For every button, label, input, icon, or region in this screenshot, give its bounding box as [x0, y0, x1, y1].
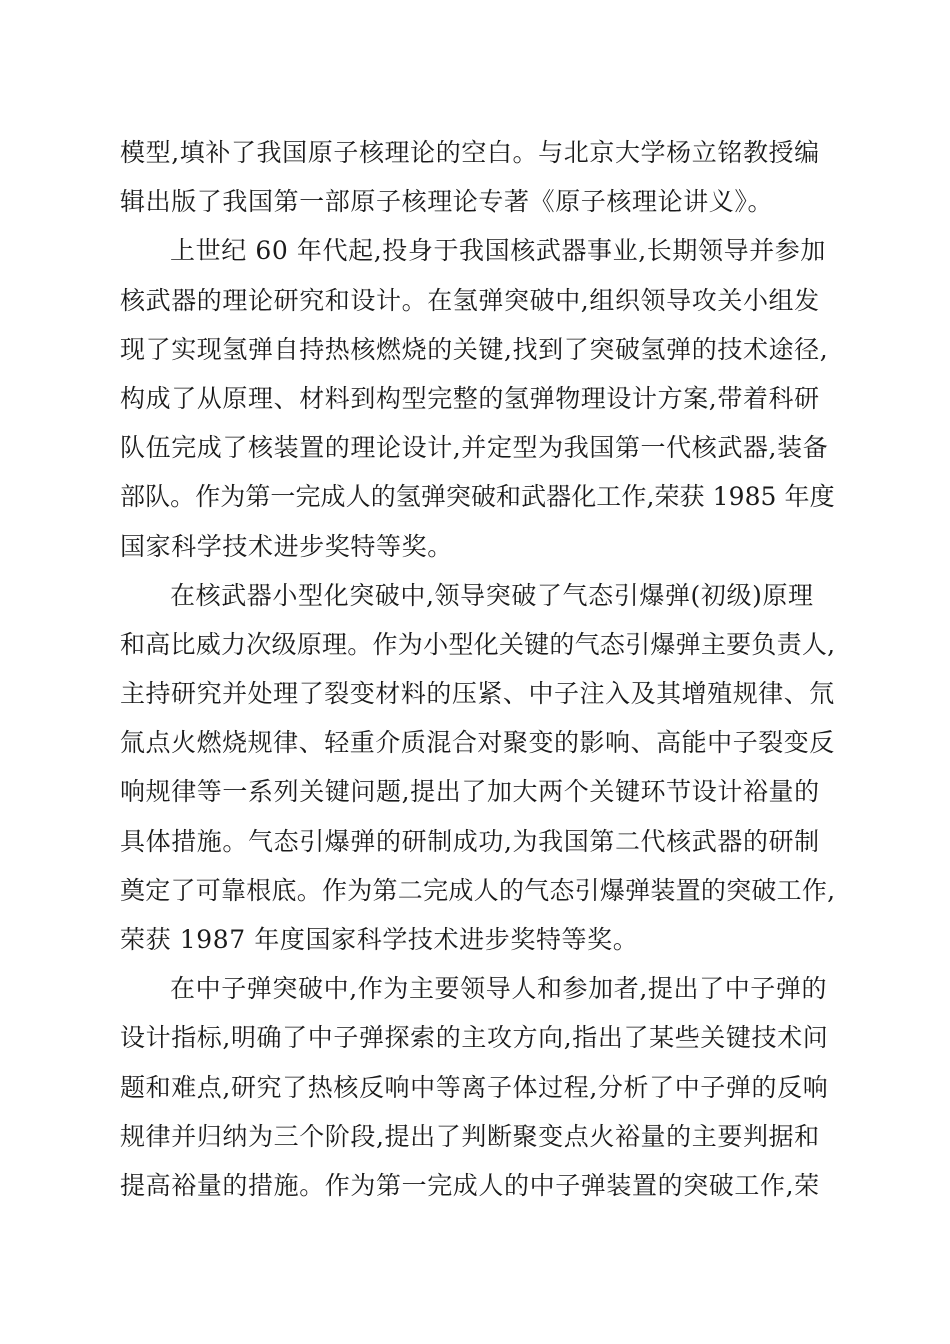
text-line: 队伍完成了核装置的理论设计,并定型为我国第一代核武器,装备 — [120, 433, 829, 463]
text-line: 现了实现氢弹自持热核燃烧的关键,找到了突破氢弹的技术途径, — [120, 334, 829, 364]
text-line: 奠定了可靠根底。作为第二完成人的气态引爆弹装置的突破工作, — [120, 875, 836, 905]
body-text — [120, 128, 835, 1210]
text-line: 具体措施。气态引爆弹的研制成功,为我国第二代核武器的研制 — [120, 826, 820, 856]
paragraph-first-line: 在核武器小型化突破中,领导突破了气态引爆弹(初级)原理 — [170, 580, 814, 610]
text-line: 题和难点,研究了热核反响中等离子体过程,分析了中子弹的反响 — [120, 1072, 829, 1102]
text-line: 构成了从原理、材料到构型完整的氢弹物理设计方案,带着科研 — [120, 383, 820, 413]
text-line: 荣获 1987 年度国家科学技术进步奖特等奖。 — [120, 925, 639, 954]
text-line: 主持研究并处理了裂变材料的压紧、中子注入及其增殖规律、氘 — [120, 679, 835, 709]
paragraph-first-line: 上世纪 60 年代起,投身于我国核武器事业,长期领导并参加 — [170, 236, 827, 266]
text-line: 模型,填补了我国原子核理论的空白。与北京大学杨立铭教授编 — [120, 138, 820, 167]
text-line: 国家科学技术进步奖特等奖。 — [120, 531, 453, 561]
text-line: 部队。作为第一完成人的氢弹突破和武器化工作,荣获 1985 年度 — [120, 482, 835, 512]
text-line: 氚点火燃烧规律、轻重介质混合对聚变的影响、高能中子裂变反 — [120, 728, 835, 758]
text-line: 和高比威力次级原理。作为小型化关键的气态引爆弹主要负责人, — [120, 629, 836, 659]
text-line: 辑出版了我国第一部原子核理论专著《原子核理论讲义》。 — [120, 187, 774, 217]
text-line: 核武器的理论研究和设计。在氢弹突破中,组织领导攻关小组发 — [120, 285, 820, 315]
text-line: 提高裕量的措施。作为第一完成人的中子弹装置的突破工作,荣 — [120, 1170, 820, 1200]
text-line: 规律并归纳为三个阶段,提出了判断聚变点火裕量的主要判据和 — [120, 1121, 820, 1151]
text-line: 设计指标,明确了中子弹探索的主攻方向,指出了某些关键技术问 — [120, 1023, 829, 1053]
paragraph-first-line: 在中子弹突破中,作为主要领导人和参加者,提出了中子弹的 — [170, 974, 828, 1004]
text-line: 响规律等一系列关键问题,提出了加大两个关键环节设计裕量的 — [120, 777, 820, 807]
